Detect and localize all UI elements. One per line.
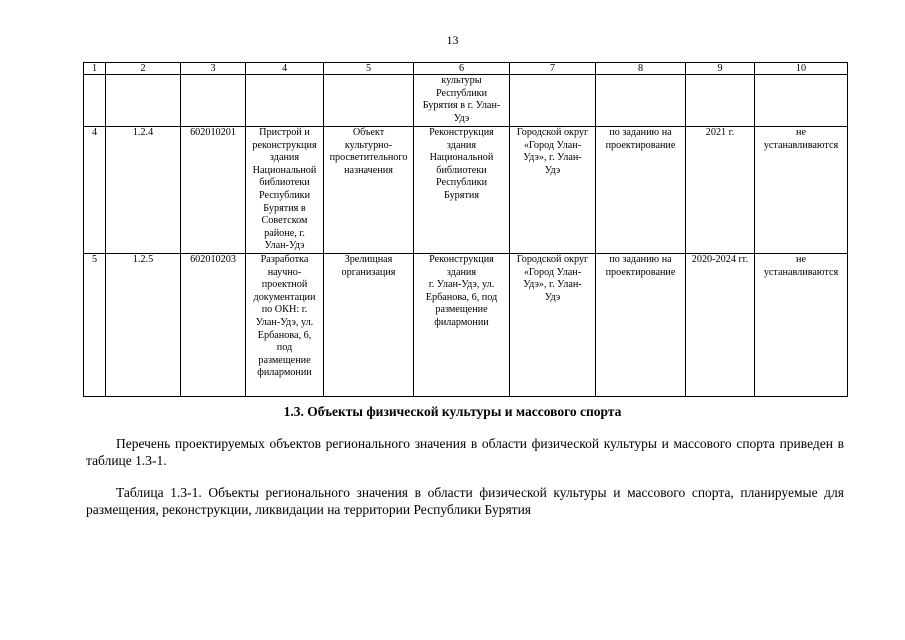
table-cell xyxy=(596,75,686,127)
table-cell: по заданию на проектирование xyxy=(596,253,686,396)
table-cell: 5 xyxy=(84,253,106,396)
table-header-row xyxy=(84,63,848,75)
table-cell: 602010201 xyxy=(181,127,246,254)
table-cell: 1.2.4 xyxy=(106,127,181,254)
table-row xyxy=(84,127,848,254)
table-cell: Зрелищная организация xyxy=(324,253,414,396)
section-title: 1.3. Объекты физической культуры и массового спорта xyxy=(283,404,622,419)
table-row xyxy=(84,253,848,396)
column-header: 6 xyxy=(414,63,510,75)
column-header: 7 xyxy=(510,63,596,75)
table-cell: не устанавливаются xyxy=(755,253,848,396)
table-row xyxy=(84,75,848,127)
column-header: 2 xyxy=(106,63,181,75)
table-cell: Реконструкция здания г. Улан-Удэ, ул. Ербанова, 6, под размещение филармонии xyxy=(414,253,510,396)
body-paragraph: Перечень проектируемых объектов регионального значения в области физической культуры и массового спорта приведен в таблице 1.3-1. xyxy=(86,436,844,468)
column-header: 10 xyxy=(755,63,848,75)
column-header: 3 xyxy=(181,63,246,75)
table-cell: 2021 г. xyxy=(686,127,755,254)
column-header: 9 xyxy=(686,63,755,75)
table-cell xyxy=(181,75,246,127)
table-cell xyxy=(106,75,181,127)
table-cell: Разработка научно- проектной документации по ОКН: г. Улан-Удэ, ул. Ербанова, 6, под размещение филармонии xyxy=(246,253,324,396)
table-cell xyxy=(755,75,848,127)
column-header: 8 xyxy=(596,63,686,75)
table-cell: 602010203 xyxy=(181,253,246,396)
table-cell: по заданию на проектирование xyxy=(596,127,686,254)
table-cell xyxy=(324,75,414,127)
table-cell: 4 xyxy=(84,127,106,254)
table-cell xyxy=(686,75,755,127)
table-cell xyxy=(246,75,324,127)
column-header: 1 xyxy=(84,63,106,75)
table-cell xyxy=(510,75,596,127)
column-header: 5 xyxy=(324,63,414,75)
objects-table xyxy=(83,62,848,397)
table-cell: 2020-2024 гг. xyxy=(686,253,755,396)
column-header: 4 xyxy=(246,63,324,75)
table-cell xyxy=(84,75,106,127)
table-cell: Реконструкция здания Национальной библиотеки Республики Бурятия xyxy=(414,127,510,254)
table-cell: Пристрой и реконструкция здания Национальной библиотеки Республики Бурятия в Советском районе, г. Улан-Удэ xyxy=(246,127,324,254)
table-cell: культуры Республики Бурятия в г. Улан- Удэ xyxy=(414,75,510,127)
table-cell: Объект культурно- просветительного назначения xyxy=(324,127,414,254)
table-cell: 1.2.5 xyxy=(106,253,181,396)
table-cell: не устанавливаются xyxy=(755,127,848,254)
table-caption-paragraph: Таблица 1.3-1. Объекты регионального значения в области физической культуры и массового спорта, планируемые для размещения, реконструкции, ликвидации на территории Республики Бурятия xyxy=(86,485,844,517)
table-cell: Городской округ «Город Улан- Удэ», г. Улан- Удэ xyxy=(510,127,596,254)
page-number: 13 xyxy=(446,33,459,47)
table-cell: Городской округ «Город Улан- Удэ», г. Улан- Удэ xyxy=(510,253,596,396)
